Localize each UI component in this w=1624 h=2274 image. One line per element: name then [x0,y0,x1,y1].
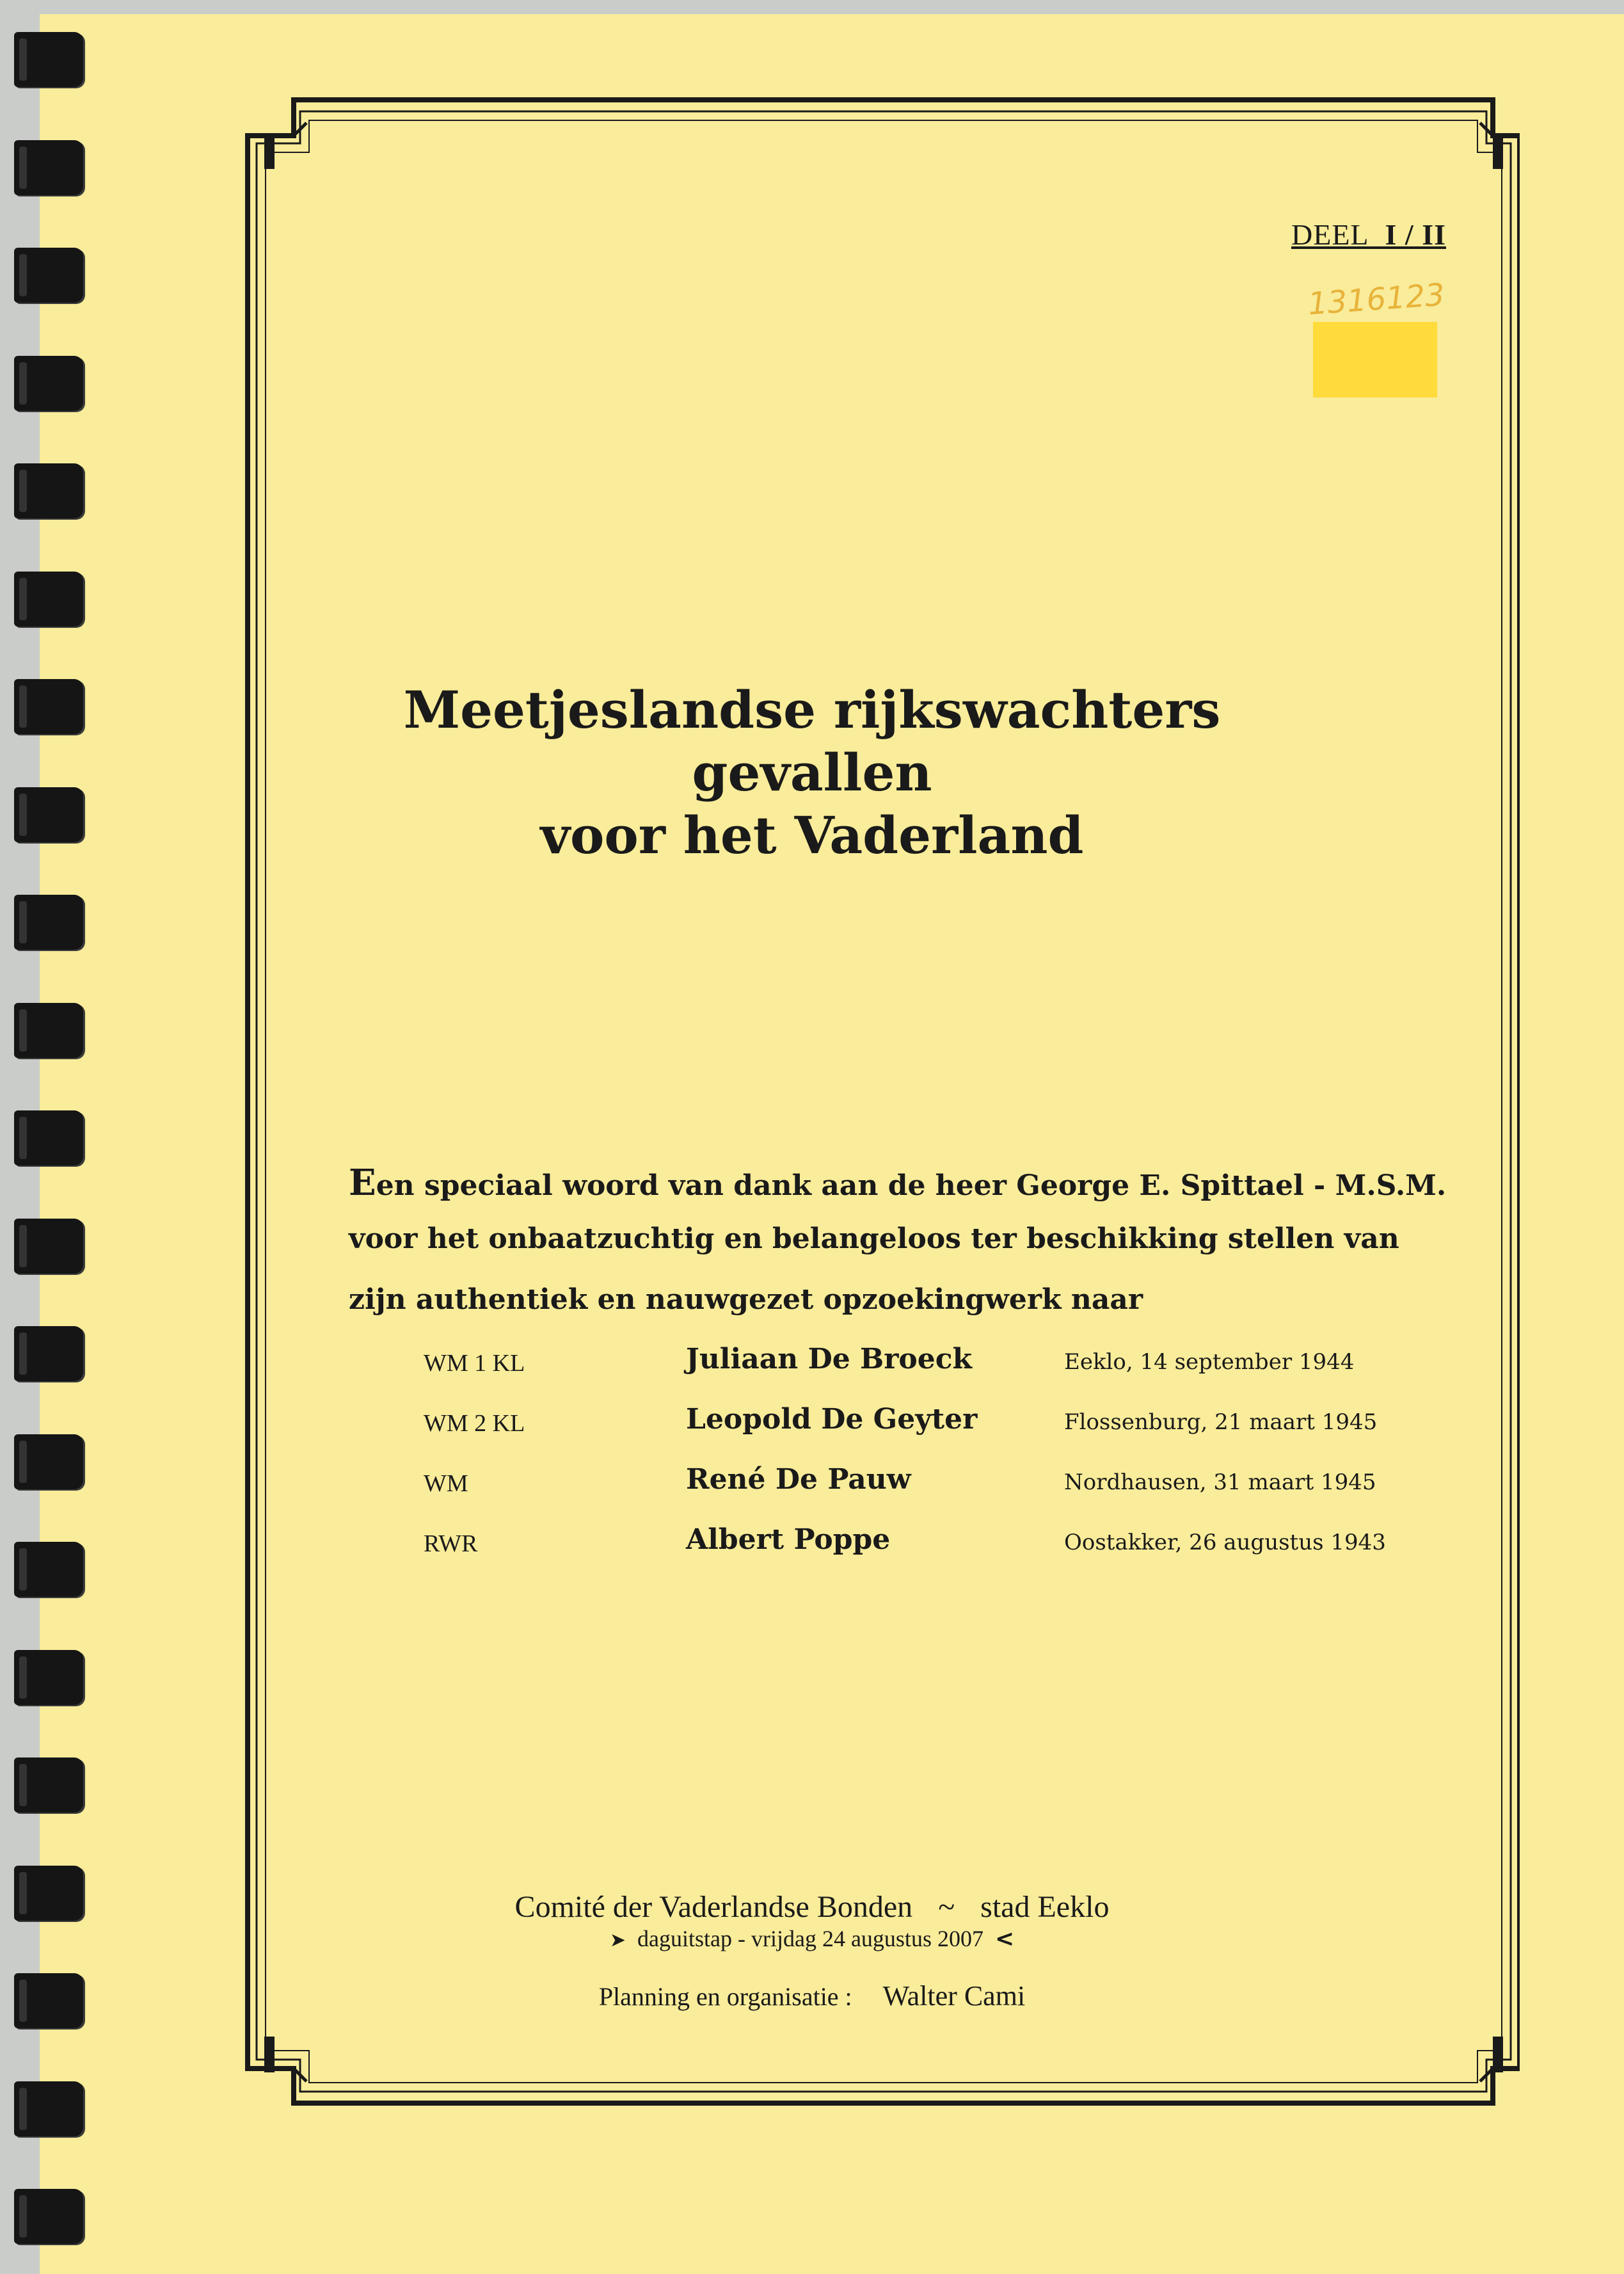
separator-tilde: ~ [938,1890,955,1924]
binding-ring [14,572,83,627]
binding-ring [14,1758,83,1813]
binding-ring [14,1542,83,1597]
binding-ring [14,1434,83,1489]
volume-number: I / II [1385,218,1446,251]
title-line-2: gevallen [692,742,932,803]
binding-ring [14,895,83,950]
document-title [0,678,1624,867]
person-place-date: Oostakker, 26 augustus 1943 [1064,1530,1386,1555]
city-name: stad Eeklo [980,1890,1110,1924]
organisation-line [0,1889,1624,1925]
planning-label: Planning en organisatie : [598,1982,852,2011]
title-line-3: voor het Vaderland [540,805,1084,865]
planning-line [0,1980,1624,2012]
binding-ring [14,1326,83,1381]
binding-ring [14,1219,83,1274]
person-rank: WM 2 KL [424,1410,525,1437]
person-rank: RWR [424,1530,478,1557]
person-place-date: Nordhausen, 31 maart 1945 [1064,1469,1376,1495]
title-line-1: Meetjeslandse rijkswachters [403,680,1221,740]
drop-initial: E [349,1162,376,1204]
person-rank: WM [424,1470,468,1497]
event-text: daguitstap - vrijdag 24 augustus 2007 [637,1926,983,1951]
binding-ring [14,1650,83,1705]
person-rank: WM 1 KL [424,1350,525,1377]
person-name: Leopold De Geyter [686,1403,978,1436]
decorative-border [245,97,1520,2106]
binding-ring [14,248,83,303]
organisation-name: Comité der Vaderlandse Bonden [514,1890,913,1924]
acknowledgement-line-1 [349,1162,1446,1204]
binding-ring [14,463,83,518]
person-name: René De Pauw [686,1463,911,1496]
volume-prefix: DEEL [1291,218,1369,251]
acknowledgement-line-2: voor het onbaatzuchtig en belangeloos ter beschikking stellen van [349,1222,1399,1255]
volume-label [1291,218,1446,252]
person-place-date: Flossenburg, 21 maart 1945 [1064,1409,1378,1435]
binding-ring [14,140,83,195]
binding-ring [14,1110,83,1165]
binding-ring [14,32,83,87]
binding-ring [14,356,83,411]
handwritten-note: 1316123 [1307,276,1446,323]
yellow-sticker [1313,322,1437,397]
event-line [0,1925,1624,1952]
person-name: Albert Poppe [686,1523,891,1556]
acknowledgement-line-3: zijn authentiek en nauwgezet opzoekingwerk naar [349,1283,1143,1316]
arrow-left-icon: < [994,1926,1015,1952]
binding-ring [14,2189,83,2244]
person-name: Juliaan De Broeck [686,1343,973,1375]
binding-ring [14,2081,83,2136]
arrow-right-icon: ➤ [609,1929,626,1951]
acknowledgement-line-1-text: en speciaal woord van dank aan de heer George E. Spittael - M.S.M. [376,1169,1447,1202]
binding-ring [14,1003,83,1058]
planning-name: Walter Cami [882,1980,1026,2012]
person-place-date: Eeklo, 14 september 1944 [1064,1349,1355,1375]
